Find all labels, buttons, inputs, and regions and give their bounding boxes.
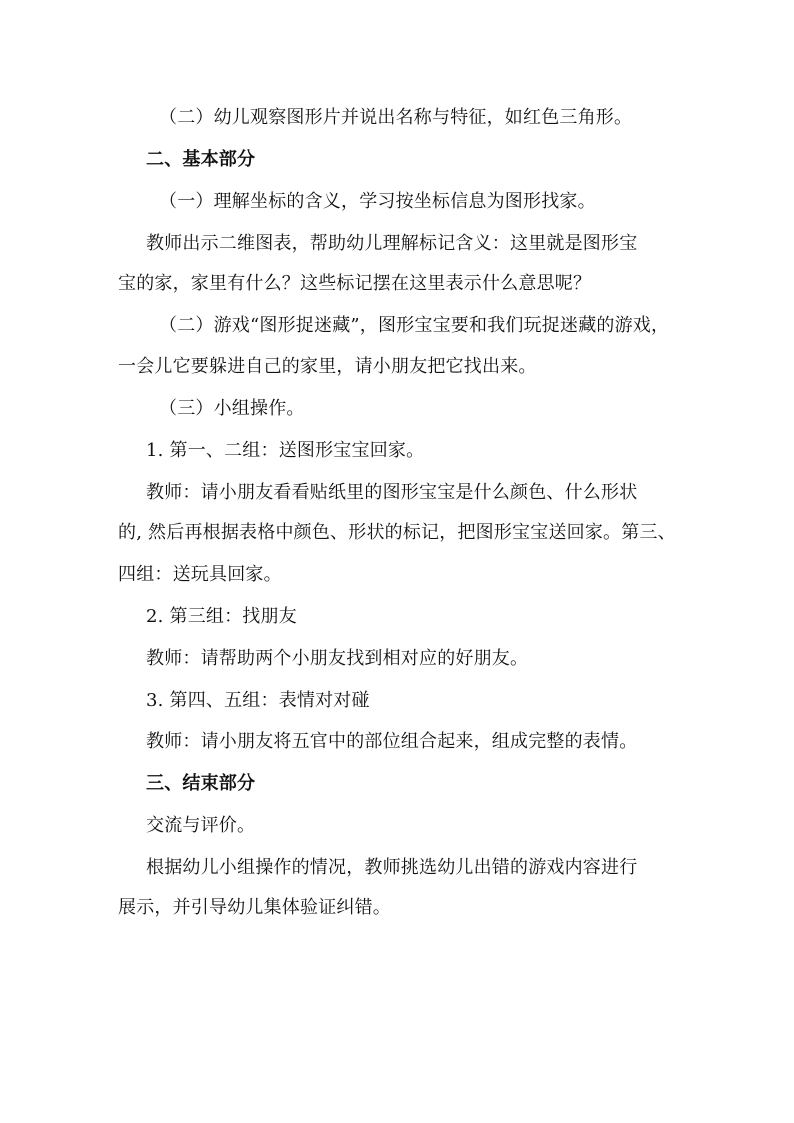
- paragraph-teacher-chart-line2: 宝的家，家里有什么？这些标记摆在这里表示什么意思呢？: [118, 273, 592, 294]
- list-item-group-3: 2. 第三组：找朋友: [146, 606, 297, 627]
- paragraph-teacher-chart-line1: 教师出示二维图表，帮助幼儿理解标记含义：这里就是图形宝: [146, 233, 638, 254]
- paragraph-group-operation: （三）小组操作。: [159, 398, 305, 419]
- section-heading-basic: 二、基本部分: [146, 149, 256, 170]
- section-heading-ending: 三、结束部分: [146, 773, 256, 794]
- paragraph-teacher-faces: 教师：请小朋友将五官中的部位组合起来，组成完整的表情。: [146, 731, 638, 752]
- paragraph-teacher-sticker-line3: 四组：送玩具回家。: [118, 564, 282, 585]
- paragraph-observe-shapes: （二）幼儿观察图形片并说出名称与特征，如红色三角形。: [159, 107, 633, 128]
- list-item-group-4-5: 3. 第四、五组：表情对对碰: [146, 690, 370, 711]
- paragraph-communication: 交流与评价。: [146, 815, 256, 836]
- paragraph-game-line1: （二）游戏“图形捉迷藏”，图形宝宝要和我们玩捉迷藏的游戏，: [159, 315, 670, 336]
- paragraph-teacher-friends: 教师：请帮助两个小朋友找到相对应的好朋友。: [146, 648, 529, 669]
- paragraph-coordinate-meaning: （一）理解坐标的含义，学习按坐标信息为图形找家。: [159, 191, 596, 212]
- paragraph-review-line1: 根据幼儿小组操作的情况，教师挑选幼儿出错的游戏内容进行: [146, 857, 638, 878]
- paragraph-teacher-sticker-line2: 的, 然后再根据表格中颜色、形状的标记，把图形宝宝送回家。第三、: [118, 522, 676, 543]
- list-item-group-1-2: 1. 第一、二组：送图形宝宝回家。: [146, 440, 425, 461]
- paragraph-game-line2: 一会儿它要躲进自己的家里，请小朋友把它找出来。: [118, 356, 537, 377]
- paragraph-teacher-sticker-line1: 教师：请小朋友看看贴纸里的图形宝宝是什么颜色、什么形状: [146, 482, 638, 503]
- paragraph-review-line2: 展示，并引导幼儿集体验证纠错。: [118, 897, 391, 918]
